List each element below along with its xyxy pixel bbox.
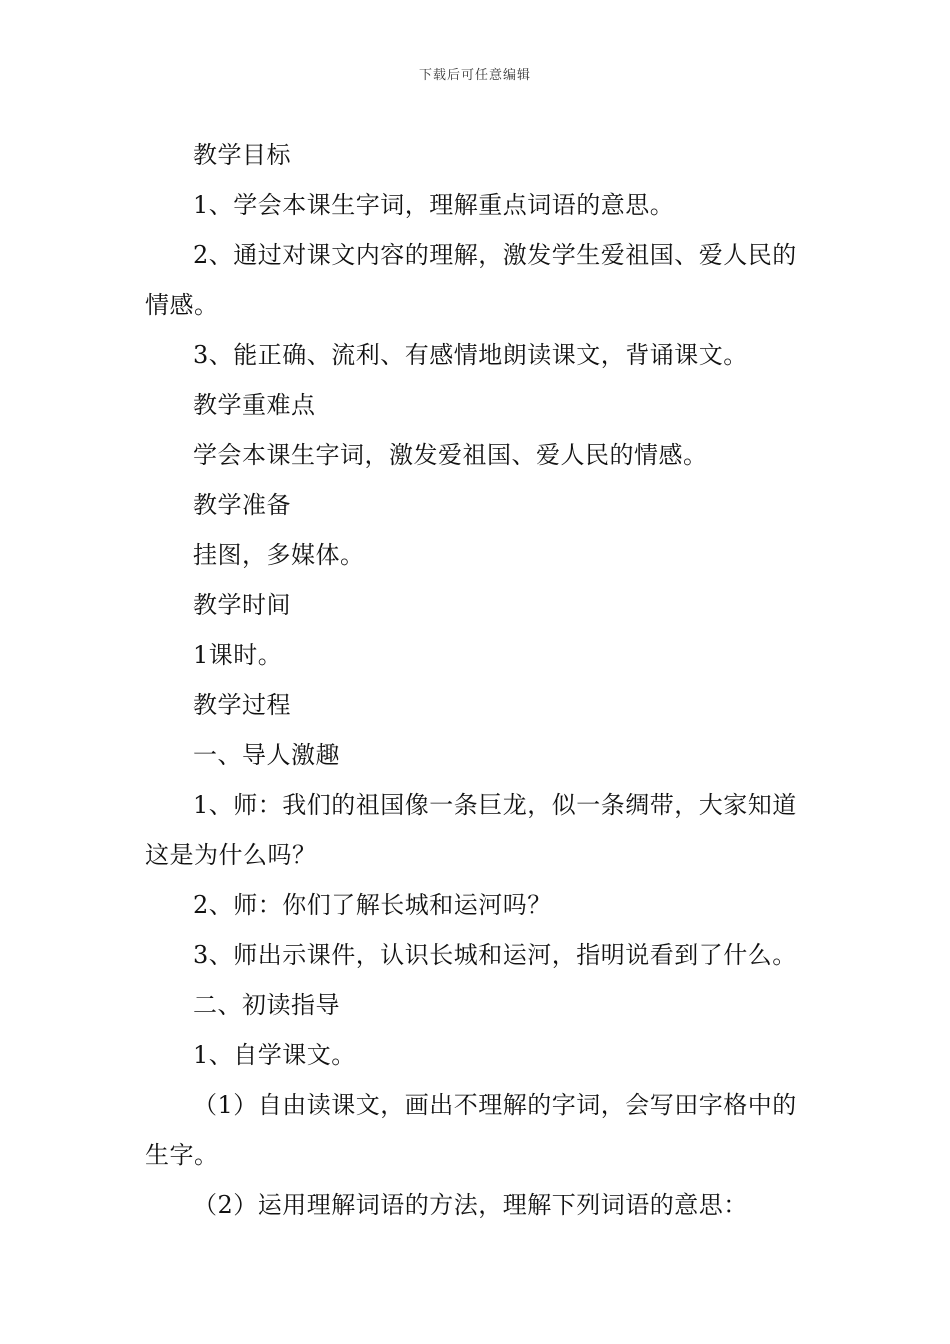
process-sub-item: （2）运用理解词语的方法，理解下列词语的意思：: [193, 1191, 748, 1219]
section-heading-objectives: 教学目标: [193, 141, 291, 169]
objective-item: 3、能正确、流利、有感情地朗读课文，背诵课文。: [193, 341, 748, 369]
objective-item: 1、学会本课生字词，理解重点词语的意思。: [193, 191, 675, 219]
section-heading-preparation: 教学准备: [193, 491, 291, 519]
process-item: 1、自学课文。: [193, 1041, 356, 1069]
process-step-heading: 一、导人激趣: [193, 741, 340, 769]
process-item: 1、师：我们的祖国像一条巨龙，似一条绸带，大家知道这是为什么吗？: [145, 791, 797, 869]
section-heading-time: 教学时间: [193, 591, 291, 619]
process-step-heading: 二、初读指导: [193, 991, 340, 1019]
page-header: 下载后可任意编辑: [418, 68, 531, 83]
time-text: 1课时。: [193, 641, 283, 669]
key-points-text: 学会本课生字词，激发爱祖国、爱人民的情感。: [193, 441, 708, 469]
process-sub-item: （1）自由读课文，画出不理解的字词，会写田字格中的生字。: [145, 1091, 797, 1169]
section-heading-key-points: 教学重难点: [193, 391, 316, 419]
objective-item: 2、通过对课文内容的理解，激发学生爱祖国、爱人民的情感。: [145, 241, 797, 319]
preparation-text: 挂图，多媒体。: [193, 541, 365, 569]
process-item: 2、师：你们了解长城和运河吗？: [193, 891, 552, 919]
document-body: [145, 130, 810, 1230]
process-item: 3、师出示课件，认识长城和运河，指明说看到了什么。: [193, 941, 797, 969]
section-heading-process: 教学过程: [193, 691, 291, 719]
